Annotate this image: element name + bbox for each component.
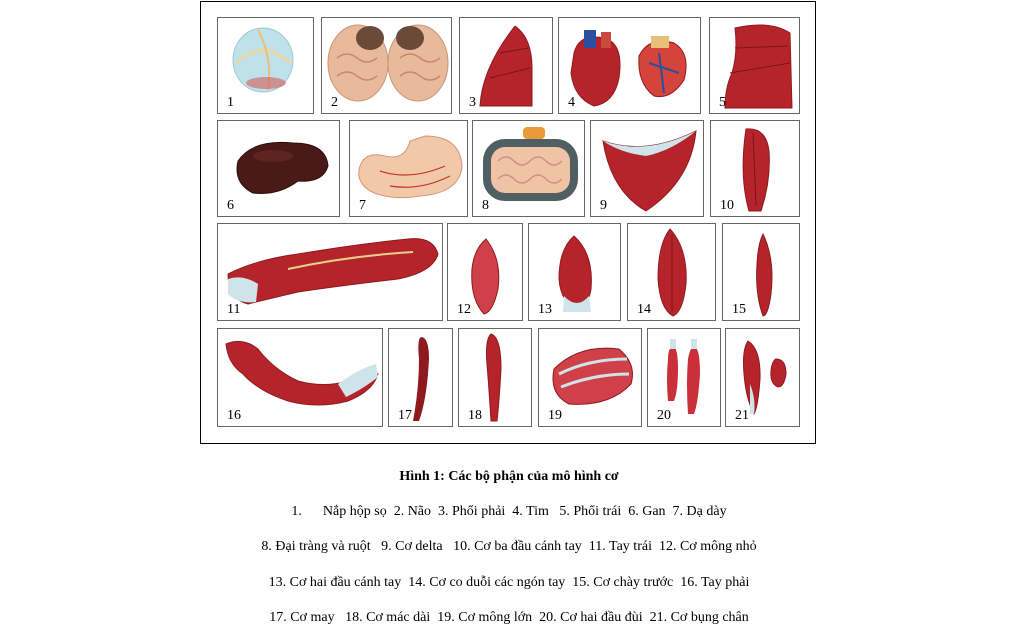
panel-number: 7 <box>359 198 366 213</box>
panel-number: 21 <box>735 408 749 423</box>
panel-number: 19 <box>548 408 562 423</box>
panel-8 <box>472 120 585 217</box>
left-arm-image <box>218 224 443 321</box>
panel-2 <box>321 17 452 114</box>
panel-3 <box>459 17 553 114</box>
panel-20 <box>647 328 721 427</box>
panel-number: 5 <box>719 95 726 110</box>
panel-18 <box>458 328 532 427</box>
brain-image <box>322 18 452 114</box>
legend-line-1: 1. Nắp hộp sọ 2. Não 3. Phổi phải 4. Tim 5. Phổi trái 6. Gan 7. Dạ dày <box>291 504 727 519</box>
panel-19 <box>538 328 642 427</box>
panel-5 <box>709 17 800 114</box>
panel-15 <box>722 223 800 321</box>
figure-caption: Hình 1: Các bộ phận của mô hình cơ <box>399 469 619 484</box>
anatomy-figure <box>200 1 816 444</box>
panel-number: 2 <box>331 95 338 110</box>
panel-number: 16 <box>227 408 241 423</box>
panel-14 <box>627 223 716 321</box>
panel-number: 6 <box>227 198 234 213</box>
panel-number: 12 <box>457 302 471 317</box>
liver-image <box>218 121 340 217</box>
panel-7 <box>349 120 468 217</box>
right-arm-image <box>218 329 383 427</box>
legend-line-4: 17. Cơ may 18. Cơ mác dài 19. Cơ mông lớn 20. Cơ hai đầu đùi 21. Cơ bụng chân <box>269 610 749 625</box>
heart-image <box>559 18 701 114</box>
panel-9 <box>590 120 704 217</box>
panel-11 <box>217 223 443 321</box>
panel-21 <box>725 328 800 427</box>
panel-6 <box>217 120 340 217</box>
panel-number: 11 <box>227 302 241 317</box>
colon-intestine-image <box>473 121 585 217</box>
panel-13 <box>528 223 621 321</box>
panel-number: 17 <box>398 408 412 423</box>
stomach-image <box>350 121 468 217</box>
panel-number: 9 <box>600 198 607 213</box>
panel-number: 3 <box>469 95 476 110</box>
panel-4 <box>558 17 701 114</box>
panel-10 <box>710 120 800 217</box>
panel-number: 1 <box>227 95 234 110</box>
panel-number: 15 <box>732 302 746 317</box>
deltoid-muscle-image <box>591 121 704 217</box>
panel-number: 8 <box>482 198 489 213</box>
panel-number: 10 <box>720 198 734 213</box>
panel-number: 13 <box>538 302 552 317</box>
legend-line-3: 13. Cơ hai đầu cánh tay 14. Cơ co duỗi các ngón tay 15. Cơ chày trước 16. Tay phải <box>268 575 750 590</box>
panel-number: 18 <box>468 408 482 423</box>
panel-1 <box>217 17 314 114</box>
panel-number: 14 <box>637 302 651 317</box>
panel-number: 4 <box>568 95 575 110</box>
panel-number: 20 <box>657 408 671 423</box>
panel-17 <box>388 328 453 427</box>
panel-12 <box>447 223 523 321</box>
panel-16 <box>217 328 383 427</box>
legend-line-2: 8. Đại tràng và ruột 9. Cơ delta 10. Cơ ba đầu cánh tay 11. Tay trái 12. Cơ mông nhỏ <box>261 539 757 554</box>
